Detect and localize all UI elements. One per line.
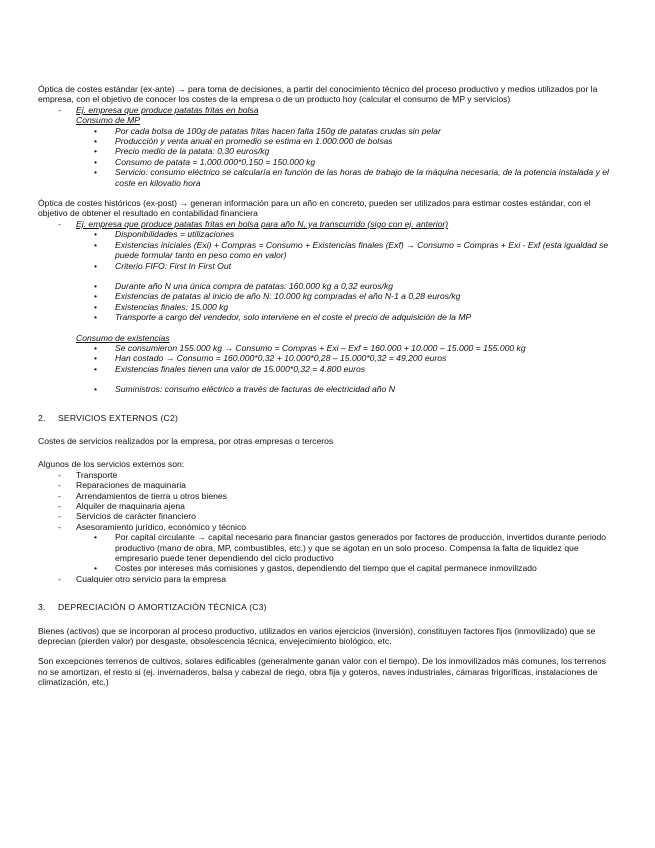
section-3-paragraph: Bienes (activos) que se incorporan al proceso productivo, utilizados en varios ejercicios (inversión), constituyen factores fijos (inmovilizado) que se deprecian (pierden valor) por desgaste, obsolescencia técnica, envejecimiento biológico, etc.	[38, 625, 596, 647]
example-standard-costs: - Ej. empresa que produce patatas fritas en bolsa	[38, 105, 616, 115]
historical-bullet: • Disponibilidades = utilizaciones	[38, 229, 616, 239]
section-2-list-intro: Algunos de los servicios externos son:	[38, 459, 185, 470]
mp-consumption-heading: Consumo de MP	[76, 115, 141, 126]
section-3-heading	[38, 602, 616, 612]
service-item: - Alquiler de maquinaria ajena	[38, 501, 616, 511]
service-sub-bullet: • Costes por intereses más comisiones y gastos, dependiendo del tiempo que el capital permanece inmovilizado	[38, 563, 616, 573]
section-2-heading	[38, 413, 616, 423]
stock-consumption-heading: Consumo de existencias	[76, 332, 170, 343]
historical-bullet: • Criterio FIFO: First In First Out	[38, 261, 616, 271]
stock-bullet: • Se consumieron 155.000 kg → Consumo = Compras + Exi – Exf = 160.000 + 10.000 – 15.000 = 155.000 kg	[38, 343, 616, 353]
historical-bullet: • Existencias de patatas al inicio de año N: 10.000 kg compradas el año N-1 a 0,28 euros/kg	[38, 291, 616, 301]
historical-bullet: • Transporte a cargo del vendedor, solo interviene en el coste el precio de adquisición de la MP	[38, 312, 616, 322]
service-item: - Cualquier otro servicio para la empresa	[38, 574, 616, 584]
section-2-title: SERVICIOS EXTERNOS (C2)	[58, 412, 179, 423]
mp-bullet: • Precio medio de la patata: 0,30 euros/kg	[38, 146, 616, 156]
document-page	[38, 84, 616, 688]
section-3-number: 3.	[38, 602, 46, 613]
mp-bullet: • Por cada bolsa de 100g de patatas fritas hacen falta 150g de patatas crudas sin pelar	[38, 126, 616, 136]
stock-bullet: • Suministros: consumo eléctrico a través de facturas de electricidad año N	[38, 384, 616, 394]
mp-bullet: • Producción y venta anual en promedio se estima en 1.000.000 de bolsas	[38, 136, 616, 146]
section-2-intro: Costes de servicios realizados por la empresa, por otras empresas o terceros	[38, 435, 334, 446]
section-2-number: 2.	[38, 412, 46, 423]
mp-bullet: • Servicio: consumo eléctrico se calcularía en función de las horas de trabajo de la máquina necesaria, de la potencia instalada y el coste en kilovatio hora	[38, 167, 616, 188]
service-item: - Reparaciones de maquinaria	[38, 480, 616, 490]
example-historical-costs: - Ej. empresa que produce patatas fritas en bolsa para año N, ya transcurrido (sigo con ej. anterior)	[38, 219, 616, 229]
stock-bullet: • Existencias finales tienen una valor de 15.000*0,32 = 4.800 euros	[38, 364, 616, 374]
mp-bullet: • Consumo de patata = 1.000.000*0,150 = 150.000 kg	[38, 157, 616, 167]
historical-costs-paragraph: Óptica de costes históricos (ex-post) → generan información para un año en concreto, pueden ser utilizados para estimar costes estándar, con el objetivo de obtener el resultado en contabilidad financiera	[38, 198, 591, 219]
historical-bullet: • Existencias iniciales (Exi) + Compras = Consumo + Existencias finales (Exf) → Consumo = Compras + Exi - Exf (esta igualdad se puede formular tanto en peso como en valor)	[38, 240, 616, 261]
service-sub-bullet: • Por capital circulante → capital necesario para financiar gastos generados por factores de producción, invertidos durante periodo productivo (mano de obra, MP, combustibles, etc.) y que se agotan en un solo proceso. Compensa la falta de liquidez que empresario puede tener dependiendo del ciclo productivo	[38, 532, 616, 563]
section-3-paragraph: Son excepciones terrenos de cultivos, solares edificables (generalmente ganan valor con el tiempo). De los inmovilizados más comunes, los terrenos no se amortizan, el resto si (ej. invernaderos, balsa y cabezal de riego, obra fija y goteros, naves industriales, cámaras frigoríficas, instalaciones de climatización, etc.)	[38, 656, 606, 688]
standard-costs-paragraph: Óptica de costes estándar (ex-ante) → para toma de decisiones, a partir del conocimiento técnico del proceso productivo y medios utilizados por la empresa, con el objetivo de conocer los costes de la empresa o de un producto hoy (calcular el consumo de MP y servicios)	[38, 84, 598, 105]
historical-bullet: • Durante año N una única compra de patatas: 160.000 kg a 0,32 euros/kg	[38, 281, 616, 291]
service-item: - Transporte	[38, 470, 616, 480]
service-item: - Arrendamientos de tierra u otros bienes	[38, 491, 616, 501]
section-3-title: DEPRECIACIÓN O AMORTIZACIÓN TÉCNICA (C3)	[58, 602, 267, 613]
historical-bullet: • Existencias finales: 15.000 kg	[38, 302, 616, 312]
stock-bullet: • Han costado → Consumo = 160.000*0,32 + 10.000*0,28 – 15.000*0,32 = 49.200 euros	[38, 353, 616, 363]
service-item: - Servicios de carácter financiero	[38, 511, 616, 521]
service-item: - Asesoramiento jurídico, económico y técnico	[38, 522, 616, 532]
